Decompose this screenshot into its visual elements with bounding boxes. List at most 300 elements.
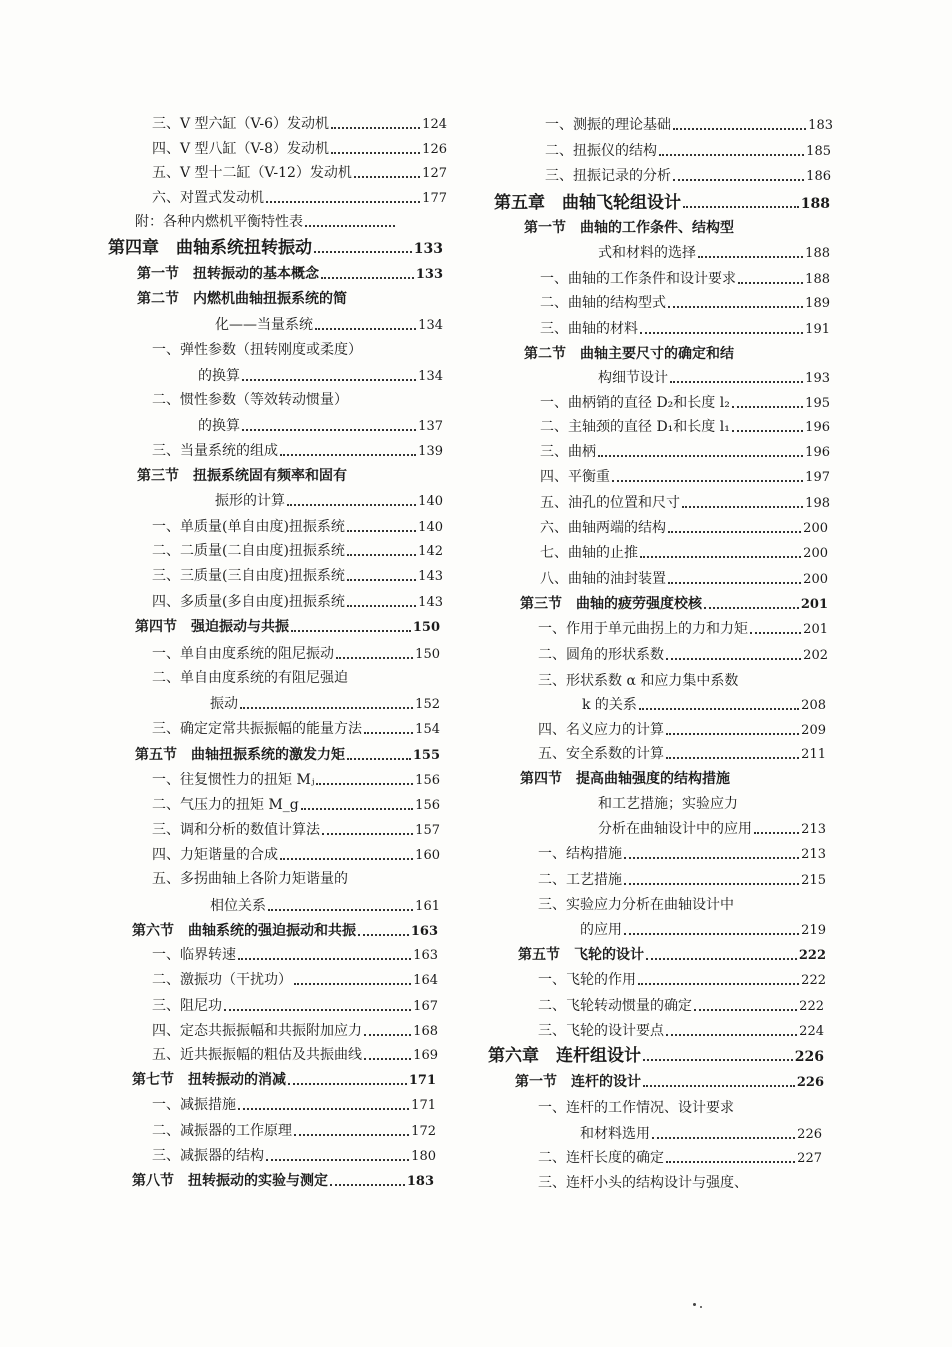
toc-page-number: 150 — [412, 620, 440, 635]
toc-entry-label: 二、减振器的工作原理 — [152, 1123, 292, 1139]
toc-section-entry — [520, 767, 826, 792]
toc-page-number: 213 — [801, 847, 826, 862]
dot-leader — [315, 328, 416, 330]
toc-page-number: 167 — [413, 999, 438, 1014]
dot-leader — [316, 783, 413, 785]
toc-entry-label: 的应用 — [580, 922, 622, 938]
toc-page-number: 156 — [415, 773, 440, 788]
dot-leader — [347, 554, 416, 556]
toc-page-number: 164 — [413, 973, 438, 988]
dot-leader — [673, 179, 804, 181]
toc-page-number: 126 — [422, 142, 447, 157]
toc-entry-label: 一、往复惯性力的扭矩 Mⱼ — [152, 772, 315, 788]
toc-page-number: 226 — [797, 1127, 822, 1142]
toc-page-number: 197 — [805, 470, 830, 485]
toc-page-number: 133 — [413, 241, 443, 257]
toc-page-number: 183 — [406, 1174, 434, 1189]
toc-page-number: 215 — [801, 873, 826, 888]
toc-entry-label: 三、连杆小头的结构设计与强度、 — [538, 1175, 748, 1191]
toc-entry-label: 四、多质量(多自由度)扭振系统 — [152, 594, 345, 610]
toc-entry-label: 二、连杆长度的确定 — [538, 1150, 664, 1166]
toc-entry-label: 第三节 曲轴的疲劳强度校核 — [520, 596, 702, 612]
toc-entry-label: 六、曲轴两端的结构 — [540, 520, 666, 536]
toc-entry — [538, 1096, 824, 1121]
toc-entry — [580, 918, 826, 943]
toc-entry-label: 一、连杆的工作情况、设计要求 — [538, 1100, 734, 1116]
dot-leader — [668, 531, 801, 533]
toc-entry-label: 三、曲轴的材料 — [540, 321, 638, 337]
dot-leader — [652, 1137, 795, 1139]
toc-entry — [540, 465, 830, 490]
toc-entry-label: 构细节设计 — [598, 370, 668, 386]
toc-entry-label: 五、多拐曲轴上各阶力矩谐量的 — [152, 871, 348, 887]
toc-page-number: 169 — [413, 1048, 438, 1063]
toc-section-entry — [137, 287, 443, 312]
dot-leader — [242, 429, 416, 431]
dot-leader — [750, 632, 801, 634]
dot-leader — [612, 480, 803, 482]
toc-page-number: 222 — [799, 999, 824, 1014]
toc-entry-label: 二、气压力的扭矩 M_g — [152, 797, 299, 813]
dot-leader — [659, 154, 804, 156]
toc-entry-label: 五、油孔的位置和尺寸 — [540, 495, 680, 511]
toc-entry — [545, 113, 833, 138]
dot-leader — [347, 530, 416, 532]
toc-entry — [152, 768, 440, 793]
toc-entry — [540, 317, 830, 342]
toc-page-number: 200 — [803, 521, 828, 536]
dot-leader — [668, 306, 803, 308]
toc-entry — [198, 364, 443, 389]
toc-page-number: 137 — [418, 419, 443, 434]
toc-page-number: 163 — [413, 948, 438, 963]
toc-entry — [538, 968, 826, 993]
dot-leader — [268, 909, 413, 911]
toc-page-number: 163 — [410, 924, 438, 939]
toc-entry-label: 分析在曲轴设计中的应用 — [598, 821, 752, 837]
toc-entry-label: 一、结构措施 — [538, 846, 622, 862]
toc-page-number: 195 — [805, 396, 830, 411]
toc-page-number: 124 — [422, 117, 447, 132]
toc-entry-label: 四、V 型八缸（V-8）发动机 — [152, 141, 330, 157]
toc-entry — [538, 617, 828, 642]
toc-entry — [152, 112, 447, 137]
toc-entry-label: 二、扭振仪的结构 — [545, 143, 657, 159]
toc-entry — [152, 564, 443, 589]
toc-page-number: 226 — [796, 1075, 824, 1090]
dot-leader — [330, 1184, 405, 1186]
dot-leader — [738, 282, 803, 284]
dot-leader — [666, 658, 801, 660]
toc-entry — [540, 291, 830, 316]
toc-page-number: 157 — [415, 823, 440, 838]
toc-entry — [538, 994, 824, 1019]
toc-page-number: 143 — [418, 595, 443, 610]
toc-page-number: 160 — [415, 848, 440, 863]
toc-entry — [152, 666, 440, 691]
toc-page-number: 143 — [418, 569, 443, 584]
toc-entry-label: 第二节 内燃机曲轴扭振系统的简 — [137, 291, 347, 307]
toc-page-number: 202 — [803, 648, 828, 663]
toc-entry — [538, 893, 826, 918]
toc-entry — [152, 161, 447, 186]
toc-entry-label: k 的关系 — [582, 697, 637, 713]
toc-entry — [538, 842, 826, 867]
dot-leader — [301, 808, 413, 810]
toc-entry — [152, 717, 440, 742]
toc-entry-label: 三、阻尼功 — [152, 998, 222, 1014]
toc-entry — [215, 489, 443, 514]
toc-page-number: 186 — [806, 169, 831, 184]
dot-leader — [732, 406, 803, 408]
toc-page-number: 211 — [801, 747, 826, 762]
toc-entry-label: 二、曲轴的结构型式 — [540, 295, 666, 311]
dot-leader — [364, 1034, 411, 1036]
toc-entry — [152, 515, 443, 540]
toc-page-number: 213 — [801, 822, 826, 837]
toc-entry — [540, 491, 830, 516]
dot-leader — [242, 379, 416, 381]
toc-entry-label: 二、激振功（干扰功） — [152, 972, 292, 988]
toc-entry-label: 一、临界转速 — [152, 947, 236, 963]
toc-entry — [540, 415, 830, 440]
toc-entry-label: 附：各种内燃机平衡特性表 — [135, 214, 303, 230]
toc-entry — [598, 817, 826, 842]
toc-entry-label: 二、圆角的形状系数 — [538, 647, 664, 663]
toc-page-number: 150 — [415, 647, 440, 662]
toc-entry-label: 的换算 — [198, 368, 240, 384]
toc-entry-label: 第二节 曲轴主要尺寸的确定和结 — [524, 346, 734, 362]
dot-leader — [364, 1058, 411, 1060]
toc-entry-label: 振动 — [210, 696, 238, 712]
toc-section-entry — [132, 919, 438, 944]
toc-entry-label: 一、曲柄销的直径 D₂和长度 l₂ — [540, 395, 730, 411]
toc-entry — [538, 643, 828, 668]
toc-entry-label: 四、平衡重 — [540, 469, 610, 485]
dot-leader — [666, 757, 799, 759]
toc-entry-label: 第八节 扭转振动的实验与测定 — [132, 1173, 328, 1189]
toc-page-number: 188 — [800, 196, 830, 212]
toc-entry — [210, 894, 440, 919]
toc-section-entry — [132, 1068, 436, 1093]
dot-leader — [331, 152, 420, 154]
print-speck — [693, 1303, 696, 1306]
dot-leader — [294, 983, 411, 985]
toc-entry — [152, 867, 440, 892]
dot-leader — [314, 251, 412, 253]
toc-page-number: 200 — [803, 546, 828, 561]
toc-entry-label: 二、工艺措施 — [538, 872, 622, 888]
toc-page-number: 226 — [794, 1049, 824, 1065]
toc-entry-label: 四、定态共振振幅和共振附加应力 — [152, 1023, 362, 1039]
toc-page-number: 134 — [418, 369, 443, 384]
dot-leader — [266, 1159, 409, 1161]
toc-page-number: 208 — [801, 698, 826, 713]
toc-entry — [152, 1093, 436, 1118]
toc-entry-label: 七、曲轴的止推 — [540, 545, 638, 561]
toc-entry-label: 三、V 型六缸（V-6）发动机 — [152, 116, 330, 132]
toc-entry — [152, 1043, 438, 1068]
toc-page-number: 196 — [805, 420, 830, 435]
toc-entry-label: 三、调和分析的数值计算法 — [152, 822, 320, 838]
dot-leader — [347, 605, 416, 607]
toc-entry-label: 二、单自由度系统的有阻尼强迫 — [152, 670, 348, 686]
dot-leader — [640, 556, 801, 558]
toc-entry — [152, 642, 440, 667]
dot-leader — [364, 732, 413, 734]
toc-entry — [538, 742, 826, 767]
toc-entry-label: 三、曲柄 — [540, 444, 596, 460]
dot-leader — [266, 201, 420, 203]
toc-section-entry — [524, 216, 830, 241]
toc-entry-label: 第三节 扭振系统固有频率和固有 — [137, 468, 347, 484]
dot-leader — [682, 506, 803, 508]
toc-entry-label: 一、曲轴的工作条件和设计要求 — [540, 271, 736, 287]
toc-page-number: 168 — [413, 1024, 438, 1039]
toc-entry — [198, 414, 443, 439]
toc-entry-label: 八、曲轴的油封装置 — [540, 571, 666, 587]
toc-page-number: 188 — [805, 272, 830, 287]
dot-leader — [322, 833, 413, 835]
toc-chapter-entry — [488, 1044, 824, 1069]
toc-entry — [582, 693, 826, 718]
toc-entry — [540, 440, 830, 465]
toc-entry-label: 五、V 型十二缸（V-12）发动机 — [152, 165, 352, 181]
dot-leader — [347, 579, 416, 581]
toc-entry-label: 第四章 曲轴系统扭转振动 — [108, 238, 312, 258]
toc-entry-label: 第四节 提高曲轴强度的结构措施 — [520, 771, 730, 787]
toc-entry-label: 四、名义应力的计算 — [538, 722, 664, 738]
dot-leader — [358, 934, 409, 936]
toc-entry-label: 第一节 连杆的设计 — [515, 1074, 641, 1090]
toc-entry — [152, 843, 440, 868]
dot-leader — [294, 1134, 409, 1136]
toc-page-number: 198 — [805, 496, 830, 511]
dot-leader — [668, 582, 801, 584]
dot-leader — [280, 454, 416, 456]
toc-entry — [152, 539, 443, 564]
toc-entry-label: 一、作用于单元曲拐上的力和力矩 — [538, 621, 748, 637]
toc-entry — [538, 1171, 822, 1196]
toc-entry-label: 二、二质量(二自由度)扭振系统 — [152, 543, 345, 559]
toc-page-number: 142 — [418, 544, 443, 559]
dot-leader — [666, 1161, 795, 1163]
toc-entry-label: 四、力矩谐量的合成 — [152, 847, 278, 863]
dot-leader — [639, 708, 799, 710]
dot-leader — [624, 883, 799, 885]
dot-leader — [321, 277, 414, 279]
toc-entry — [540, 267, 830, 292]
toc-entry-label: 振形的计算 — [215, 493, 285, 509]
dot-leader — [238, 958, 411, 960]
toc-section-entry — [135, 743, 440, 768]
toc-entry — [152, 818, 440, 843]
toc-entry-label: 一、减振措施 — [152, 1097, 236, 1113]
toc-page-number: 133 — [415, 267, 443, 282]
toc-page-number: 191 — [805, 322, 830, 337]
toc-entry-label: 一、测振的理论基础 — [545, 117, 671, 133]
toc-entry-label: 第六节 曲轴系统的强迫振动和共振 — [132, 923, 356, 939]
toc-entry-label: 一、单质量(单自由度)扭振系统 — [152, 519, 345, 535]
dot-leader — [754, 832, 799, 834]
toc-entry-label: 式和材料的选择 — [598, 245, 696, 261]
toc-entry — [540, 391, 830, 416]
toc-page-number: 222 — [798, 948, 826, 963]
toc-page-number: 219 — [801, 923, 826, 938]
toc-section-entry — [132, 1169, 434, 1194]
toc-page-number: 140 — [418, 520, 443, 535]
toc-chapter-entry — [108, 236, 443, 261]
toc-entry — [545, 139, 831, 164]
toc-page-number: 188 — [805, 246, 830, 261]
toc-entry — [540, 541, 828, 566]
toc-entry-label: 三、当量系统的组成 — [152, 443, 278, 459]
dot-leader — [624, 933, 799, 935]
toc-entry — [152, 388, 443, 413]
toc-page-number: 185 — [806, 144, 831, 159]
toc-entry — [538, 669, 828, 694]
toc-section-entry — [524, 342, 830, 367]
toc-entry — [152, 943, 438, 968]
toc-entry-label: 五、近共振振幅的粗估及共振曲线 — [152, 1047, 362, 1063]
toc-entry-label: 和工艺措施；实验应力 — [598, 796, 738, 812]
dot-leader — [280, 858, 413, 860]
toc-entry-label: 第五节 飞轮的设计 — [518, 947, 644, 963]
toc-entry — [152, 439, 443, 464]
toc-entry-label: 第一节 扭转振动的基本概念 — [137, 266, 319, 282]
toc-entry — [538, 718, 826, 743]
toc-entry-label: 第五章 曲轴飞轮组设计 — [494, 193, 681, 213]
dot-leader — [287, 504, 416, 506]
toc-page-number: 183 — [808, 118, 833, 133]
toc-chapter-entry — [494, 191, 830, 216]
toc-page-number: 201 — [800, 597, 828, 612]
toc-entry-label: 第五节 曲轴扭振系统的激发力矩 — [135, 747, 345, 763]
toc-entry — [152, 590, 443, 615]
dot-leader — [683, 206, 799, 208]
toc-entry — [538, 1019, 824, 1044]
toc-entry — [538, 868, 826, 893]
toc-page-number: 227 — [797, 1151, 822, 1166]
toc-page-number: 152 — [415, 697, 440, 712]
toc-entry-label: 和材料选用 — [580, 1126, 650, 1142]
dot-leader — [704, 607, 799, 609]
toc-section-entry — [518, 943, 826, 968]
toc-page-number: 140 — [418, 494, 443, 509]
toc-entry — [152, 1144, 436, 1169]
toc-entry-label: 一、弹性参数（扭转刚度或柔度） — [152, 342, 362, 358]
toc-page-number: 222 — [801, 973, 826, 988]
toc-page-number: 154 — [415, 722, 440, 737]
toc-page-number: 177 — [422, 191, 447, 206]
dot-leader — [238, 1108, 409, 1110]
toc-page-number: 189 — [805, 296, 830, 311]
dot-leader — [638, 983, 799, 985]
toc-entry — [598, 792, 826, 817]
toc-page-number: 156 — [415, 798, 440, 813]
dot-leader — [240, 707, 413, 709]
toc-entry-label: 一、单自由度系统的阻尼振动 — [152, 646, 334, 662]
print-speck — [700, 1306, 702, 1308]
toc-page-number: 224 — [799, 1024, 824, 1039]
toc-page-number: 172 — [411, 1124, 436, 1139]
dot-leader — [732, 430, 803, 432]
toc-entry-label: 六、对置式发动机 — [152, 190, 264, 206]
toc-entry-label: 三、飞轮的设计要点 — [538, 1023, 664, 1039]
dot-leader — [305, 225, 395, 227]
toc-section-entry — [515, 1070, 824, 1095]
dot-leader — [666, 733, 799, 735]
toc-entry-label: 的换算 — [198, 418, 240, 434]
toc-page-number: 200 — [803, 572, 828, 587]
toc-section-entry — [135, 615, 440, 640]
toc-entry-label: 三、实验应力分析在曲轴设计中 — [538, 897, 734, 913]
toc-page-number: 201 — [803, 622, 828, 637]
toc-section-entry — [137, 464, 443, 489]
dot-leader — [666, 1034, 797, 1036]
toc-page-number: 193 — [805, 371, 830, 386]
toc-page-number: 171 — [408, 1073, 436, 1088]
toc-entry — [210, 692, 440, 717]
toc-entry — [152, 994, 438, 1019]
toc-entry — [135, 210, 447, 235]
toc-entry — [152, 1019, 438, 1044]
toc-entry-label: 三、扭振记录的分析 — [545, 168, 671, 184]
toc-entry — [598, 241, 830, 266]
toc-entry — [580, 1122, 822, 1147]
toc-entry-label: 三、确定定常共振振幅的能量方法 — [152, 721, 362, 737]
dot-leader — [673, 128, 806, 130]
dot-leader — [598, 455, 803, 457]
dot-leader — [643, 1085, 795, 1087]
dot-leader — [670, 381, 803, 383]
dot-leader — [694, 1009, 797, 1011]
toc-entry — [215, 313, 443, 338]
toc-page-number: 155 — [412, 748, 440, 763]
toc-section-entry — [520, 592, 828, 617]
toc-page-number: 134 — [418, 318, 443, 333]
toc-entry-label: 第六章 连杆组设计 — [488, 1046, 641, 1066]
toc-entry — [545, 164, 831, 189]
toc-entry — [540, 516, 828, 541]
dot-leader — [331, 127, 420, 129]
toc-page-number: 127 — [422, 166, 447, 181]
toc-entry — [152, 968, 438, 993]
toc-entry-label: 一、飞轮的作用 — [538, 972, 636, 988]
toc-entry — [598, 366, 830, 391]
toc-page-number: 196 — [805, 445, 830, 460]
dot-leader — [698, 256, 803, 258]
dot-leader — [624, 857, 799, 859]
dot-leader — [291, 630, 411, 632]
toc-entry-label: 三、减振器的结构 — [152, 1148, 264, 1164]
toc-entry — [152, 186, 447, 211]
toc-entry-label: 第四节 强迫振动与共振 — [135, 619, 289, 635]
toc-page-number: 209 — [801, 723, 826, 738]
toc-entry — [152, 338, 443, 363]
dot-leader — [336, 657, 413, 659]
toc-entry-label: 相位关系 — [210, 898, 266, 914]
dot-leader — [640, 332, 803, 334]
toc-entry — [152, 793, 440, 818]
toc-entry-label: 第一节 曲轴的工作条件、结构型 — [524, 220, 734, 236]
dot-leader — [288, 1083, 407, 1085]
toc-entry — [152, 1119, 436, 1144]
toc-entry — [152, 137, 447, 162]
toc-page-number: 180 — [411, 1149, 436, 1164]
toc-section-entry — [137, 262, 443, 287]
toc-entry — [540, 567, 828, 592]
